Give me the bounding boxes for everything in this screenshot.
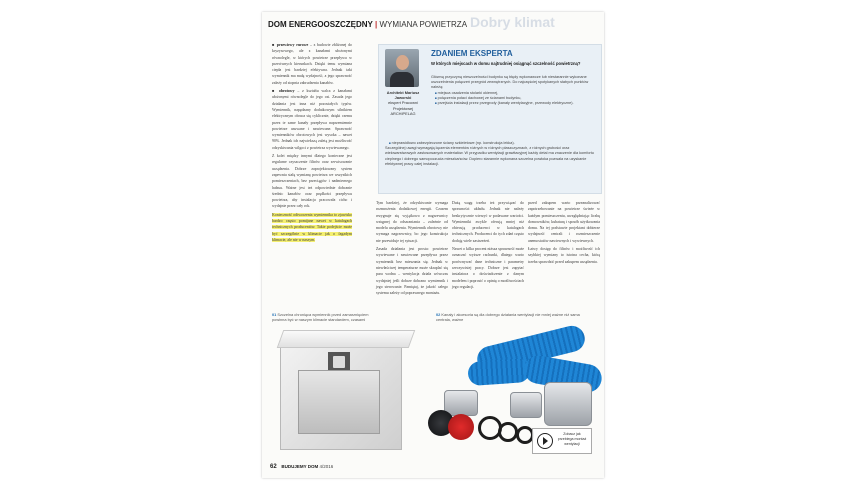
paragraph: ■ przewiewy rurowe – z budowie zbliżonej do kryzysowego, ale z kanałami ułożonymi równolegle, w których powietrze przepływa w przeciwnych kierunkach. Dzięki temu wymiana ciepła jest bardziej efektywna. Jednak taki wymiennik ma małą wydajność, a jego sprawność zależy od stopnia zabrudzenia kanałów. (272, 43, 352, 85)
subsection-title: WYMIANA POWIETRZA (379, 20, 468, 29)
header-separator: | (374, 20, 378, 29)
paragraph: ■ obrotowy – z kształtu walca z kanałami ułożonymi równolegle do jego osi. Zasada jego działania jest inna niż pozostałych typów. Wymiennik, napędzany dodatkowym silnikiem elektrycznym obraca się cyklicznie, dzięki czemu przez te same kanały przepływa naprzemiennie powietrze usuwane i nawiewane. Sprawność wymienników obrotowych jest wysoka – nawet 90%. Jednak ich najwiekszą zaletą jest możliwość odzyskiwania wilgoci z powietrza wywiewanego. (272, 89, 352, 150)
metal-box-fitting (544, 382, 592, 426)
caption-text: Szczelna chroniąca wymiennik przed zamarznięciem powinna być w naszym klimacie standardem, czasami (272, 312, 369, 322)
ducts-photo (424, 330, 602, 458)
expert-name: Architekt Mariusz Jaworski (386, 90, 420, 101)
paragraph: Dużą wagę trzeba też przywiązać do sprawności układu. Jednak nie należy bezkrytycznie wierzyć w podawane wartości. Wymienniki zwykle oferują mniej niż obiecują producenci w katalogach technicznych. Producenci do tych zdań często dodają wiele zastrzeżeń. (452, 201, 524, 243)
blue-duct (467, 358, 531, 386)
ventilation-unit-photo (280, 330, 410, 455)
photo-caption-1 (272, 312, 382, 322)
panel-screen (333, 356, 345, 368)
list-item: ■ połączenia połaci dachowej ze ścianami budynku, (435, 96, 595, 101)
paragraph (272, 212, 352, 243)
magazine-name (281, 464, 333, 469)
control-panel (328, 352, 350, 372)
red-cap (448, 414, 474, 440)
paragraph: Nawet o kilka procent niższa sprawność może oznaczać wyższe rachunki, dlatego warto porównywać dane techniczne i parametry rzeczywistej pracy. Dobrze jest zapytać instalatora o doświadczenie z danym modelem i poprosić o opinię o możliwościach jego regulacji. (452, 247, 524, 289)
bullet-lead: obrotowy (278, 89, 295, 94)
expert-box (378, 44, 602, 194)
paragraph-text: – z kształtu walca z kanałami ułożonymi równolegle do jego osi. Zasada jego działania jest inna niż pozostałych typów. Wymiennik, napędzany dodatkowym silnikiem elektrycznym obraca się cyklicznie, dzięki czemu przez te same kanały przepływa naprzemiennie powietrze usuwane i nawiewane. Sprawność wymienników obrotowych jest wysoka – nawet 90%. Jednak ich najwiekszą zaletą jest możliwość odzyskiwania wilgoci z powietrza wywiewanego. (272, 89, 352, 150)
magazine-page (262, 12, 604, 478)
paragraph: Tym bardziej, że odzyskiwanie wymaga rozmrożenia dodatkowej energii. Czasem rezygnuje się wyjątkowo z nagrzewnicy wstępnej do odszraniania – zależnie od modelu urządzenia. Wymiennik obrotowy nie wymaga nagrzewnicy, bo jego konstrukcja nie przewiduje tej sytuacji. (376, 201, 448, 243)
caption-number: 02 (436, 312, 441, 317)
expert-box-title: ZDANIEM EKSPERTA (431, 49, 513, 58)
bullet-lead: przewiewy rurowe (276, 43, 309, 47)
article-column-3 (452, 200, 524, 292)
list-item: ■ przejścia instalacji przez przegrody (kanały wentylacyjne, przewody elektryczne). (435, 101, 595, 106)
paragraph: Łatwy dostęp do filtrów i możliwość ich szybkiej wymiany to istotna cecha, którą trzeba sprawdzić przed zakupem urządzenia. (528, 247, 600, 264)
caption-text: Kanały i akcesoria są dla dobrego działania wentylacji nie mniej ważne niż sama centrala, ważne (436, 312, 580, 322)
expert-intro: Główną przyczyną nieszczelności budynku są błędy wykonawcze lub niestarannie wykonane uszczelnienia połączeń przegród zewnętrznych. Do najczęściej spotykanych słabych punktów należą: (431, 75, 589, 90)
paragraph: Zasada działania jest prosta: powietrze wywiewane i nawiewane przepływa przez wymiennik bez mieszania się. Jednak w niewłaściwej temperaturze może skraplać się para wodna – wentylacja działa wówczas wydajniej jeśli dobrze dobrano wymiennik i jego sterowanie. Pamiętaj, że jakość całego systemu zależy od poprawnego montażu. (376, 247, 448, 296)
play-icon[interactable] (537, 433, 553, 449)
magazine-title: BUDUJEMY DOM (281, 464, 319, 469)
expert-list (431, 91, 595, 107)
face-shape (396, 55, 409, 70)
article-column-2 (376, 200, 448, 298)
page-number: 62 (270, 464, 277, 470)
video-label: Zobacz jak przebiega montaż wentylacji (557, 432, 587, 446)
page-header (268, 20, 467, 29)
highlighted-text: Konieczność odtworzenia wymiennika to zjawisko bardzo często pomijane nawet w katalogach technicznych producentów. Takie podejście może być szczególnie w klimacie jak o fagadym klimacie, ale nie w naszym. (272, 212, 352, 242)
expert-photo (385, 49, 419, 87)
paragraph-text: – z budowie zbliżonej do kryzysowego, ale z kanałami ułożonymi równolegle, w których powietrze przepływa w przeciwnych kierunkach. Dzięki temu wymiana ciepła jest bardziej efektywna. Jednak taki wymiennik ma małą wydajność, a jego sprawność zależy od stopnia zabrudzenia kanałów. (272, 43, 352, 85)
expert-caption (381, 90, 425, 116)
seal-ring (498, 422, 518, 442)
article-column-4 (528, 200, 600, 267)
list-item: ■ miejsca osadzenia stolarki okiennej, (435, 91, 595, 96)
video-badge[interactable] (532, 428, 592, 454)
metal-fitting (510, 392, 542, 418)
expert-question: W których miejscach w domu najtrudniej osiągnąć szczelność powietrzną? (431, 61, 581, 66)
expert-answer-continued (385, 141, 595, 167)
expert-role: ekspert Pracowni Projektowej ARCHIPELAG (388, 100, 418, 116)
caption-number: 01 (272, 312, 277, 317)
body-shape (390, 72, 414, 87)
unit-door (298, 370, 380, 434)
expert-answer (431, 75, 595, 106)
photo-caption-2 (436, 312, 586, 322)
section-title: DOM ENERGOOSZCZĘDNY (268, 20, 373, 29)
paragraph: Z kolei między innymi dlatego konieczne jest regularne czyszczenie filtrów oraz serwisowanie urządzenia. Dobrze zaprojektowany system zapewnia stałą wymianę powietrza we wszystkich pomieszczeniach, bez przeciągów i nadmiernego hałasu. Ważne jest też odpowiednie dobranie średnic kanałów oraz prędkości przepływu powietrza, aby instalacja pracowała cicho i wydajnie przez cały rok. (272, 154, 352, 209)
article-column-1 (272, 42, 352, 245)
background-title: Dobry klimat (470, 14, 555, 30)
unit-top (277, 330, 416, 348)
issue-number: 4/2016 (319, 464, 334, 469)
list-item: ■ nieprawidłowo zabezpieczone ściany szkieletowe (np. konstrukcja lekka). (389, 141, 595, 146)
paragraph: przed zakupem warto przeanalizować zapotrzebowanie na powietrze świeże w każdym pomieszczeniu, uwzględniając liczbę domowników, kubaturę i sposób użytkowania domu. Na tej podstawie projektant dobierze wydajność centrali i rozmieszczenie anemostatów nawiewnych i wywiewnych. (528, 201, 600, 243)
page-footer (270, 464, 333, 470)
expert-closing: Szczególnej uwagi wymagają łączenia elementów różnych w różnych płaszczyznach, z różnych grubości oraz wielowarstwowych zastosowanych materiałów. W przypadku wentylacji grawitacyjnej każdy detal ma znaczenie dla komfortu cieplnego i dobrego samopoczucia mieszkańców. Dopiero starannie wykonana szczelna powłoka pozwala na uzyskanie efektywnej pracy całej instalacji. (385, 146, 594, 166)
